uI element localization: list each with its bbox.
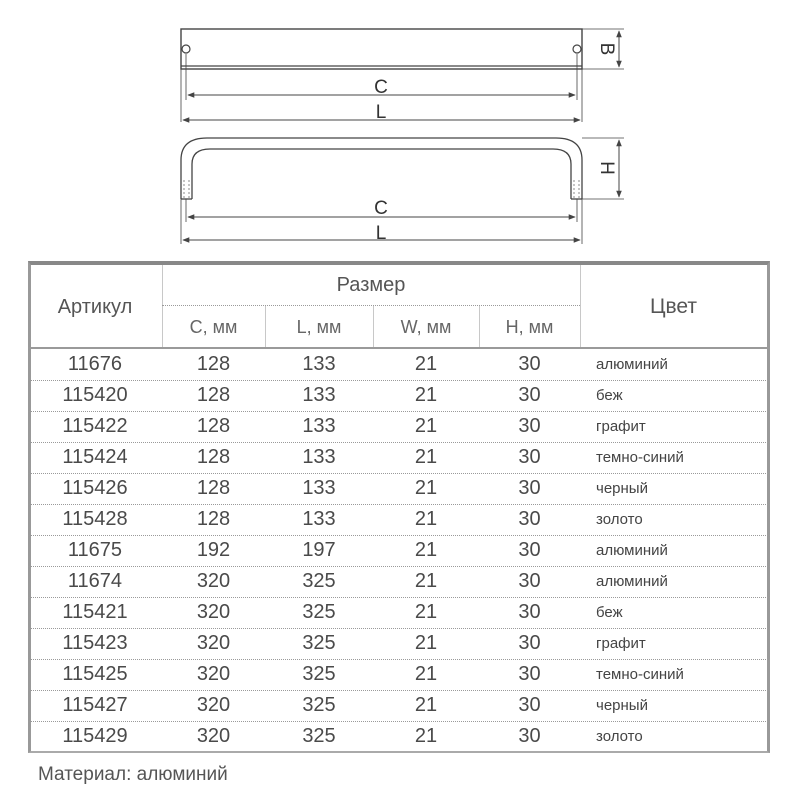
table-row bbox=[28, 380, 770, 411]
cell-article: 115423 bbox=[62, 632, 128, 654]
cell-color: темно-синий bbox=[596, 449, 684, 466]
cell-h: 30 bbox=[518, 663, 541, 685]
cell-w: 21 bbox=[414, 601, 438, 623]
cell-l: 325 bbox=[302, 632, 336, 654]
handle-side-view bbox=[181, 138, 624, 244]
cell-article: 115420 bbox=[62, 384, 128, 406]
cell-l: 133 bbox=[302, 477, 336, 499]
cell-l: 133 bbox=[302, 415, 336, 437]
cell-w: 21 bbox=[414, 663, 438, 685]
cell-c: 192 bbox=[196, 539, 231, 561]
cell-w: 21 bbox=[414, 384, 438, 406]
cell-l: 133 bbox=[302, 384, 336, 406]
top-dim-c-label: C bbox=[374, 77, 388, 98]
table-row bbox=[28, 504, 770, 535]
table-row bbox=[28, 659, 770, 690]
spec-table bbox=[28, 261, 770, 753]
table-row bbox=[28, 597, 770, 628]
cell-h: 30 bbox=[518, 384, 541, 406]
cell-l: 325 bbox=[302, 570, 336, 592]
side-dim-l-label: L bbox=[375, 223, 387, 244]
table-row bbox=[28, 442, 770, 473]
table-row bbox=[28, 628, 770, 659]
grid-line bbox=[265, 306, 266, 347]
cell-h: 30 bbox=[518, 601, 541, 623]
cell-h: 30 bbox=[518, 508, 541, 530]
table-row bbox=[28, 535, 770, 566]
cell-article: 11676 bbox=[67, 353, 123, 375]
cell-c: 320 bbox=[196, 663, 231, 685]
cell-c: 128 bbox=[196, 415, 231, 437]
cell-c: 128 bbox=[196, 508, 231, 530]
grid-line bbox=[162, 265, 163, 347]
cell-l: 325 bbox=[302, 694, 336, 716]
cell-l: 133 bbox=[302, 508, 336, 530]
grid-line bbox=[373, 306, 374, 347]
cell-color: алюминий bbox=[596, 573, 668, 590]
cell-h: 30 bbox=[518, 694, 541, 716]
cell-h: 30 bbox=[518, 353, 541, 375]
side-dim-c-label: C bbox=[374, 198, 388, 219]
cell-w: 21 bbox=[414, 508, 438, 530]
table-row bbox=[28, 349, 770, 380]
cell-l: 325 bbox=[302, 663, 336, 685]
cell-w: 21 bbox=[414, 539, 438, 561]
cell-w: 21 bbox=[414, 694, 438, 716]
cell-l: 197 bbox=[302, 539, 336, 561]
header-color: Цвет bbox=[649, 295, 698, 318]
cell-c: 128 bbox=[196, 353, 231, 375]
cell-article: 115422 bbox=[62, 415, 128, 437]
handle-top-view bbox=[181, 29, 624, 122]
header-w-mm: W, мм bbox=[400, 316, 452, 337]
cell-color: графит bbox=[596, 418, 646, 435]
cell-article: 115425 bbox=[62, 663, 128, 685]
table-row bbox=[28, 566, 770, 597]
cell-c: 128 bbox=[196, 384, 231, 406]
cell-h: 30 bbox=[518, 725, 541, 747]
cell-c: 320 bbox=[196, 601, 231, 623]
cell-article: 115426 bbox=[62, 477, 128, 499]
cell-c: 128 bbox=[196, 446, 231, 468]
cell-h: 30 bbox=[518, 632, 541, 654]
cell-l: 133 bbox=[302, 353, 336, 375]
cell-color: алюминий bbox=[596, 356, 668, 373]
cell-w: 21 bbox=[414, 415, 438, 437]
cell-article: 11674 bbox=[67, 570, 123, 592]
cell-w: 21 bbox=[414, 570, 438, 592]
grid-line bbox=[479, 306, 480, 347]
header-c-mm: C, мм bbox=[189, 316, 238, 337]
cell-c: 320 bbox=[196, 632, 231, 654]
cell-w: 21 bbox=[414, 477, 438, 499]
cell-c: 128 bbox=[196, 477, 231, 499]
cell-color: графит bbox=[596, 635, 646, 652]
header-size-group: Размер bbox=[336, 273, 406, 296]
cell-l: 133 bbox=[302, 446, 336, 468]
cell-l: 325 bbox=[302, 601, 336, 623]
cell-c: 320 bbox=[196, 570, 231, 592]
cell-c: 320 bbox=[196, 694, 231, 716]
material-note: Материал: алюминий bbox=[38, 764, 228, 785]
cell-color: беж bbox=[596, 387, 623, 404]
table-row bbox=[28, 411, 770, 442]
cell-h: 30 bbox=[518, 570, 541, 592]
cell-w: 21 bbox=[414, 353, 438, 375]
cell-w: 21 bbox=[414, 725, 438, 747]
table-row bbox=[28, 473, 770, 504]
cell-color: алюминий bbox=[596, 542, 668, 559]
cell-article: 11675 bbox=[67, 539, 123, 561]
cell-color: черный bbox=[596, 480, 648, 497]
cell-c: 320 bbox=[196, 725, 231, 747]
header-article: Артикул bbox=[57, 295, 133, 318]
cell-color: черный bbox=[596, 697, 648, 714]
table-row bbox=[28, 690, 770, 721]
cell-color: золото bbox=[596, 511, 643, 528]
header-l-mm: L, мм bbox=[296, 316, 342, 337]
cell-article: 115427 bbox=[62, 694, 128, 716]
cell-h: 30 bbox=[518, 477, 541, 499]
cell-l: 325 bbox=[302, 725, 336, 747]
top-dim-b-label: B bbox=[596, 42, 617, 56]
grid-line bbox=[162, 305, 580, 306]
top-dim-l-label: L bbox=[375, 102, 387, 123]
cell-w: 21 bbox=[414, 632, 438, 654]
cell-h: 30 bbox=[518, 539, 541, 561]
cell-article: 115424 bbox=[62, 446, 128, 468]
cell-w: 21 bbox=[414, 446, 438, 468]
handle-technical-drawing bbox=[0, 0, 800, 250]
header-h-mm: H, мм bbox=[505, 316, 554, 337]
cell-article: 115428 bbox=[62, 508, 128, 530]
cell-color: золото bbox=[596, 728, 643, 745]
cell-article: 115421 bbox=[62, 601, 128, 623]
table-row bbox=[28, 721, 770, 752]
cell-article: 115429 bbox=[62, 725, 128, 747]
cell-color: беж bbox=[596, 604, 623, 621]
cell-h: 30 bbox=[518, 415, 541, 437]
cell-h: 30 bbox=[518, 446, 541, 468]
cell-color: темно-синий bbox=[596, 666, 684, 683]
side-dim-h-label: H bbox=[596, 161, 617, 175]
grid-line bbox=[580, 265, 581, 347]
